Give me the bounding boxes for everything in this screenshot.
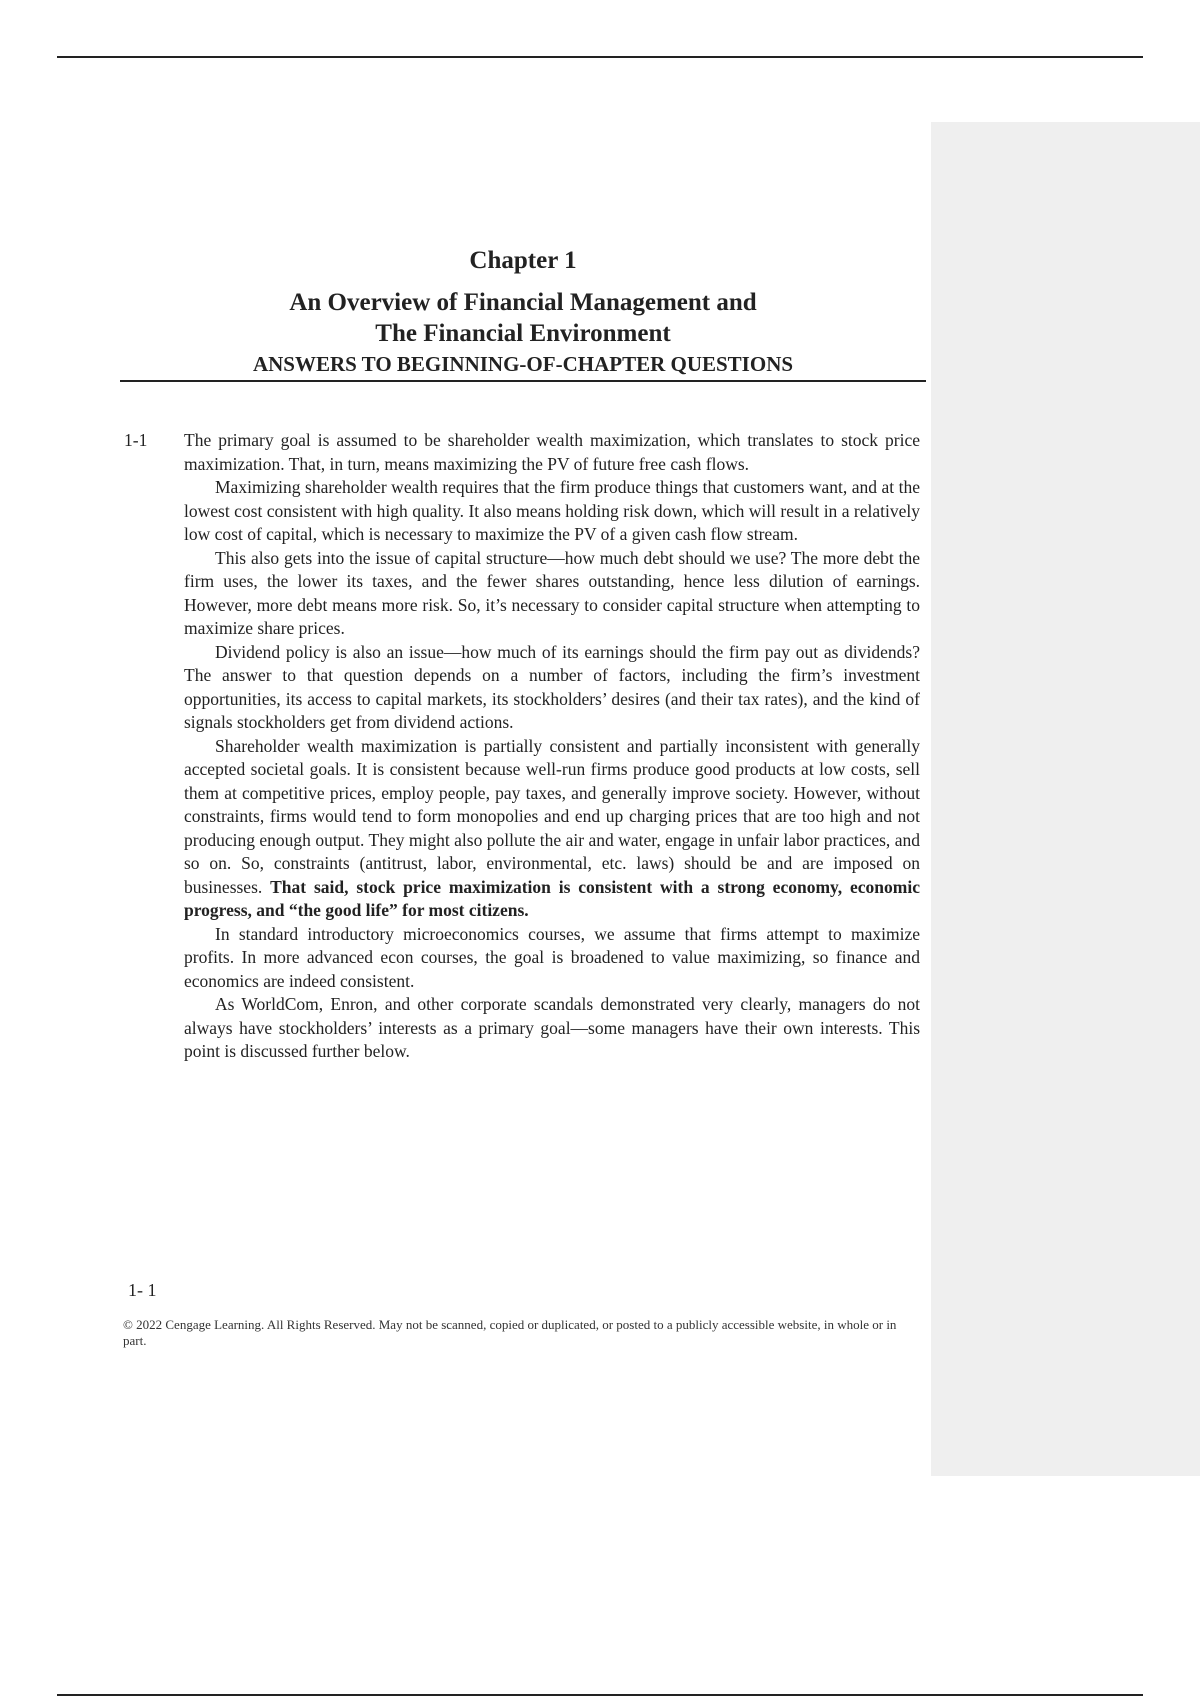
answer-body — [184, 429, 920, 1064]
title-rule — [120, 380, 926, 382]
answer-paragraph: This also gets into the issue of capital structure—how much debt should we use? The more debt the firm uses, the lower its taxes, and the fewer shares outstanding, hence less dilution of earnings. However, more debt means more risk. So, it’s necessary to consider capital structure when attempting to maximize share prices. — [184, 547, 920, 638]
answer-paragraph: The primary goal is assumed to be shareholder wealth maximization, which translates to stock price maximization. That, in turn, means maximizing the PV of future free cash flows. — [184, 430, 920, 474]
answer-paragraph: Maximizing shareholder wealth requires that the firm produce things that customers want, and at the lowest cost consistent with high quality. It also means holding risk down, which will result in a relatively low cost of capital, which is necessary to maximize the PV of a given cash flow stream. — [184, 477, 920, 544]
comment-pane — [931, 122, 1200, 1476]
page-number: 1- 1 — [128, 1280, 157, 1300]
answer-paragraph: As WorldCom, Enron, and other corporate scandals demonstrated very clearly, managers do not always have stockholders’ interests as a primary goal—some managers have their own interests. This point is discussed further below. — [184, 994, 920, 1061]
chapter-title-line2: The Financial Environment — [375, 320, 671, 347]
answer-paragraph: In standard introductory microeconomics courses, we assume that firms attempt to maximize profits. In more advanced econ courses, the goal is broadened to value maximizing, so finance and economics are indeed consistent. — [184, 923, 920, 991]
question-number: 1-1 — [124, 430, 148, 450]
section-subtitle: ANSWERS TO BEGINNING-OF-CHAPTER QUESTIONS — [252, 352, 794, 376]
answer-paragraph — [184, 735, 920, 923]
answer-paragraph: Dividend policy is also an issue—how much of its earnings should the firm pay out as dividends? The answer to that question depends on a number of factors, including the firm’s investment opportunities, its access to capital markets, its stockholders’ desires (and their tax rates), and the kind of signals stockholders get from dividend actions. — [184, 641, 920, 732]
bold-statement: That said, stock price maximization is consistent with a strong economy, economic progress, and “the good life” for most citizens. — [184, 876, 921, 920]
bottom-rule — [57, 1694, 1143, 1696]
chapter-title-line1: An Overview of Financial Management and — [289, 289, 757, 316]
chapter-heading: Chapter 1 — [469, 247, 577, 274]
top-rule — [57, 56, 1143, 58]
paragraph-text: Shareholder wealth maximization is partially consistent and partially inconsistent with generally accepted societal goals. It is consistent because well-run firms produce good products at low costs, sell them at competitive prices, employ people, pay taxes, and generally improve society. However, without constraints, firms would tend to form monopolies and end up charging prices that are too high and not producing enough output. They might also pollute the air and water, engage in unfair labor practices, and so on. So, constraints (antitrust, labor, environmental, etc. laws) should be and are imposed on businesses. — [184, 735, 920, 897]
copyright-notice: © 2022 Cengage Learning. All Rights Reserved. May not be scanned, copied or duplicated, or posted to a publicly accessible website, in whole or in part. — [123, 1317, 897, 1348]
